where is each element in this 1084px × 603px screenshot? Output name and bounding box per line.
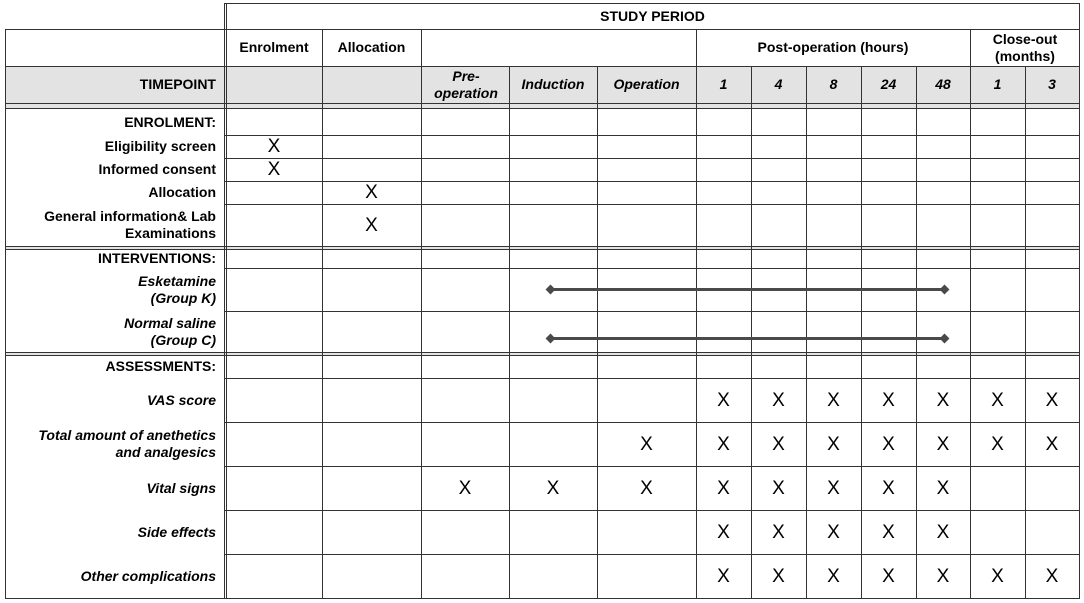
- mark-vas-h1: X: [717, 389, 730, 411]
- saline-timeline: [550, 337, 945, 340]
- induction-header: Induction: [521, 76, 585, 92]
- mark-vas-m1: X: [991, 389, 1004, 411]
- assessments-section-label: ASSESSMENTS:: [105, 358, 216, 374]
- month-1-header: 1: [993, 76, 1002, 92]
- saline-timeline-start: [546, 334, 556, 344]
- hour-48-header: 48: [935, 76, 951, 92]
- esketamine-label: Esketamine (Group K): [138, 272, 216, 306]
- enrolment-section-label: ENROLMENT:: [124, 114, 216, 130]
- mark-total-h1: X: [717, 433, 730, 455]
- other-complications-label: Other complications: [80, 567, 216, 584]
- enrolment-header: Enrolment: [239, 39, 309, 55]
- mark-other-m1: X: [991, 565, 1004, 587]
- study-period-header: STUDY PERIOD: [600, 7, 705, 24]
- esketamine-timeline-start: [546, 285, 556, 295]
- mark-other-h48: X: [936, 565, 950, 587]
- close-out-header: Close-out (months): [992, 30, 1058, 64]
- interventions-section-label: INTERVENTIONS:: [98, 250, 216, 266]
- mark-vital-h24: X: [882, 477, 895, 499]
- mark-vital-h1: X: [717, 477, 730, 499]
- mark-consent-enrolment: X: [267, 159, 281, 180]
- hour-4-header: 4: [774, 76, 783, 92]
- hour-8-header: 8: [829, 76, 838, 92]
- mark-vital-induction: X: [546, 477, 560, 499]
- mark-total-m1: X: [991, 433, 1004, 455]
- mark-allocation-allocation: X: [365, 182, 378, 203]
- vital-signs-label: Vital signs: [146, 479, 216, 496]
- mark-vital-h8: X: [827, 477, 840, 499]
- pre-operation-header: Pre-operation: [434, 67, 498, 101]
- mark-side-h1: X: [717, 521, 730, 543]
- post-operation-header: Post-operation (hours): [757, 39, 909, 55]
- mark-eligibility-enrolment: X: [267, 136, 281, 157]
- mark-total-h48: X: [936, 433, 950, 455]
- mark-vital-operation: X: [640, 477, 653, 499]
- general-info-label: General information& Lab Examinations: [44, 208, 216, 241]
- mark-other-m3: X: [1045, 565, 1059, 587]
- mark-other-h8: X: [827, 565, 840, 587]
- mark-vas-h4: X: [772, 389, 785, 411]
- mark-total-operation: X: [640, 433, 653, 455]
- mark-vas-h8: X: [827, 389, 840, 411]
- mark-side-h8: X: [827, 521, 840, 543]
- mark-total-h24: X: [882, 433, 895, 455]
- mark-vas-h48: X: [936, 389, 950, 411]
- vas-score-label: VAS score: [147, 391, 216, 408]
- mark-side-h48: X: [936, 521, 950, 543]
- mark-other-h24: X: [882, 565, 895, 587]
- total-amount-label: Total amount of anethetics and analgesics: [38, 427, 216, 460]
- mark-side-h24: X: [882, 521, 895, 543]
- allocation-row-label: Allocation: [148, 184, 216, 200]
- mark-total-m3: X: [1045, 433, 1059, 455]
- mark-vital-h48: X: [936, 477, 950, 499]
- hour-1-header: 1: [719, 76, 728, 92]
- allocation-header: Allocation: [337, 39, 406, 55]
- operation-header: Operation: [613, 76, 680, 92]
- mark-other-h1: X: [717, 565, 730, 587]
- mark-side-h4: X: [772, 521, 785, 543]
- informed-consent-label: Informed consent: [98, 161, 216, 177]
- saline-timeline-end: [940, 334, 950, 344]
- esketamine-timeline: [550, 288, 945, 291]
- timepoint-label: TIMEPOINT: [139, 76, 216, 92]
- month-3-header: 3: [1048, 76, 1056, 92]
- mark-other-h4: X: [772, 565, 785, 587]
- mark-vital-preop: X: [458, 477, 472, 499]
- mark-total-h8: X: [827, 433, 840, 455]
- esketamine-timeline-end: [940, 285, 950, 295]
- mark-vas-h24: X: [882, 389, 895, 411]
- side-effects-label: Side effects: [137, 523, 216, 540]
- eligibility-screen-label: Eligibility screen: [104, 138, 216, 154]
- hour-24-header: 24: [880, 76, 897, 92]
- mark-vital-h4: X: [772, 477, 785, 499]
- normal-saline-label: Normal saline (Group C): [124, 314, 216, 348]
- mark-general-info-allocation: X: [365, 214, 378, 236]
- mark-total-h4: X: [772, 433, 785, 455]
- mark-vas-m3: X: [1045, 389, 1059, 411]
